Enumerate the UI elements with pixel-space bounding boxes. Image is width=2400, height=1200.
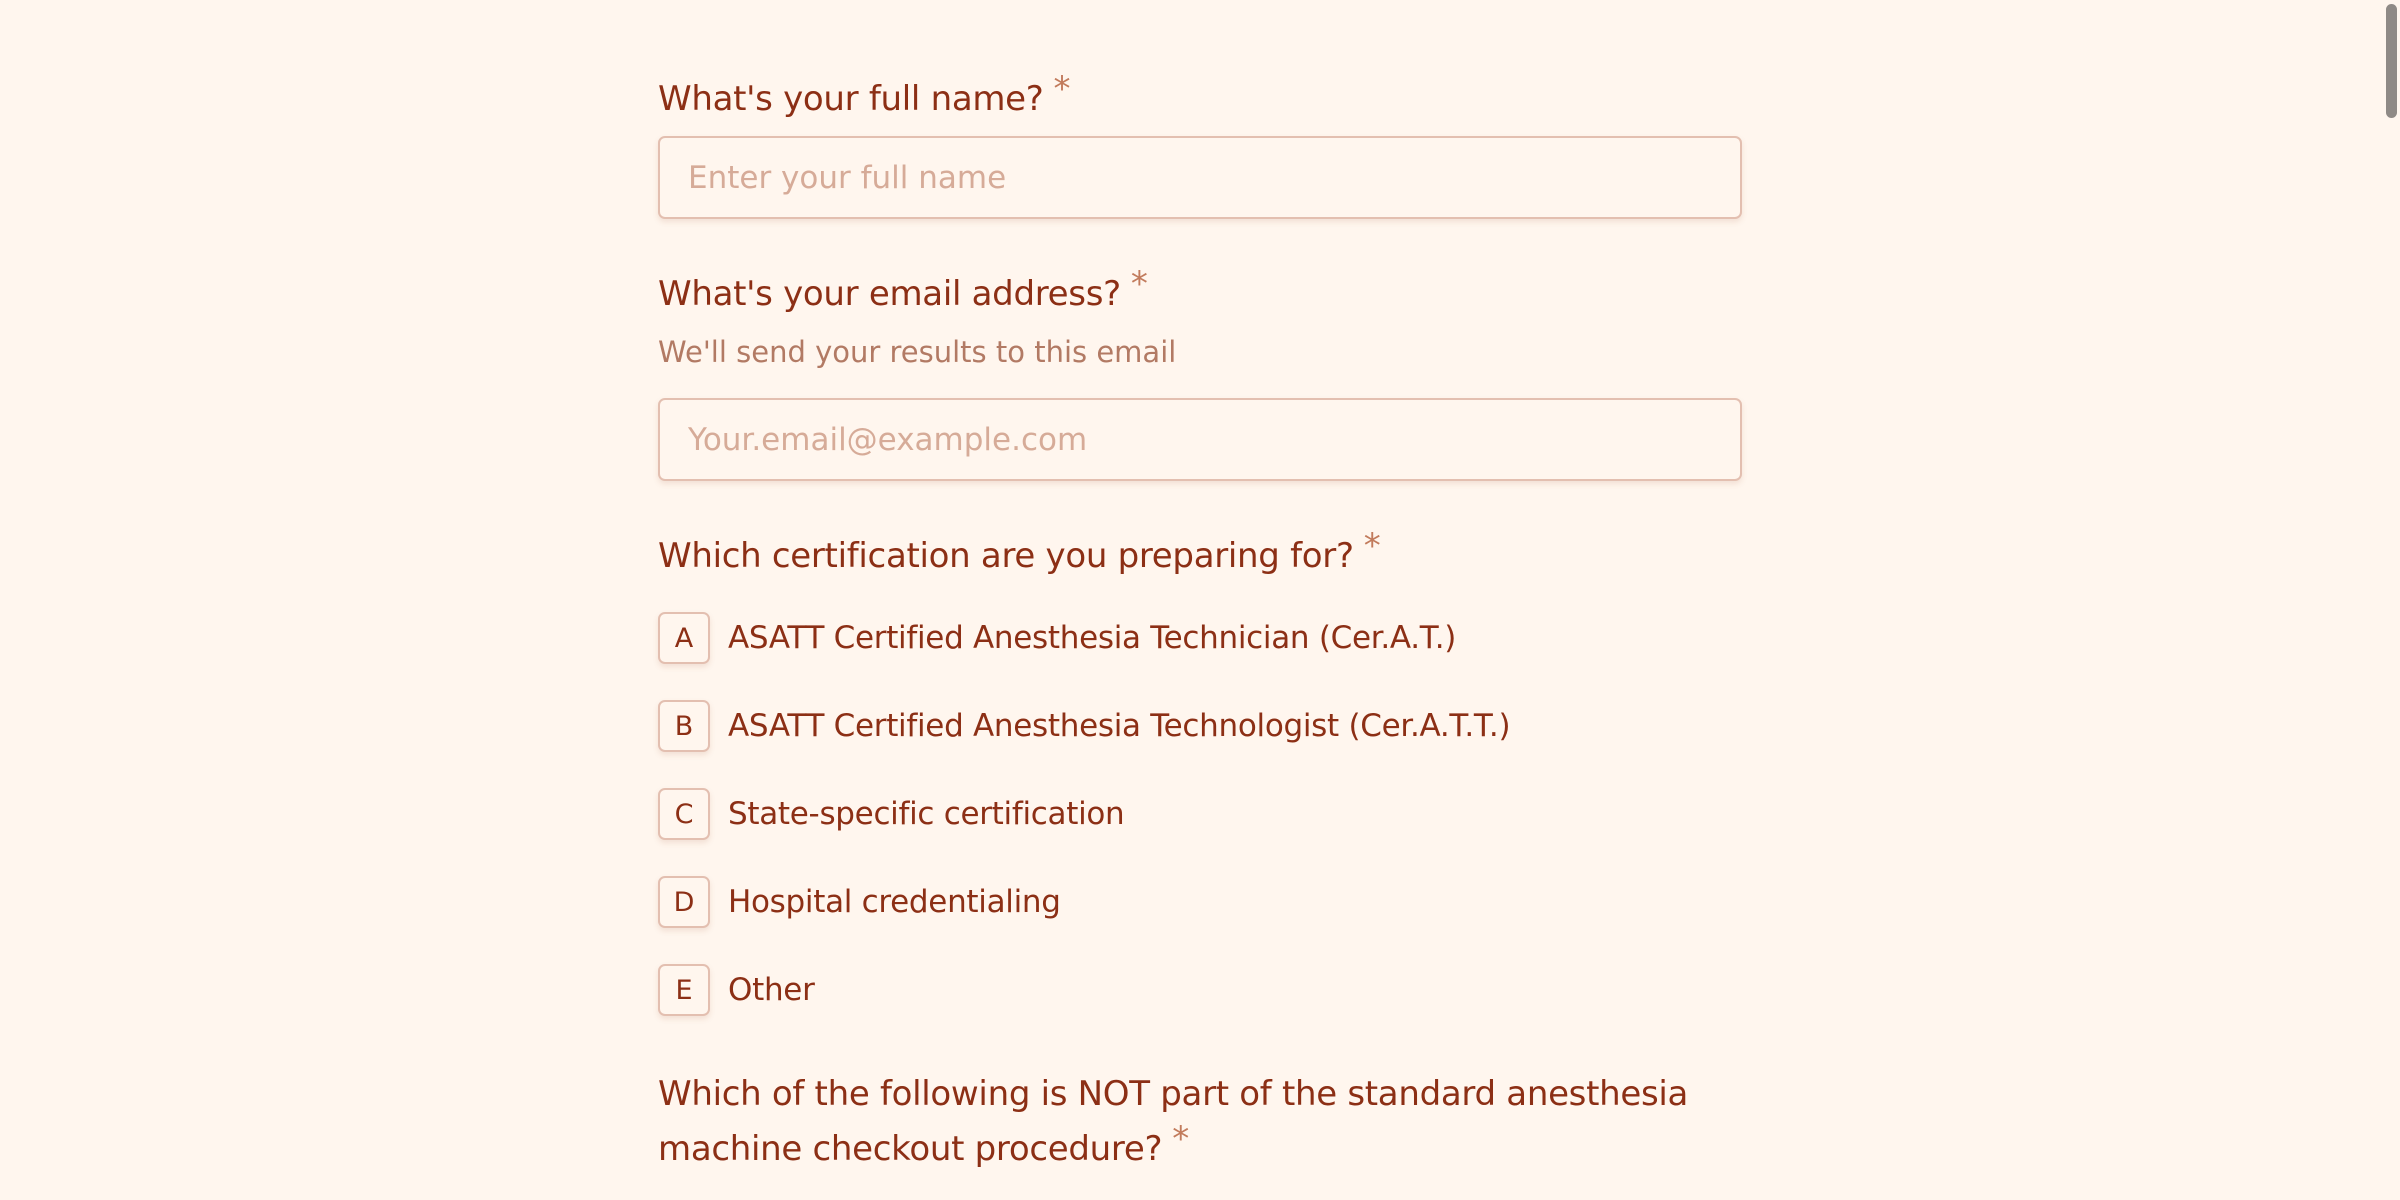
option-label: Other [728,972,815,1008]
question-label: machine checkout procedure? [658,1129,1163,1169]
question-label: Which certification are you preparing for? [658,536,1354,576]
email-helper-text: We'll send your results to this email [658,335,1177,369]
option-a[interactable] [658,610,1456,666]
option-label: ASATT Certified Anesthesia Technologist (Cer.A.T.T.) [728,708,1511,744]
option-label: Hospital credentialing [728,884,1061,920]
option-key: D [658,876,710,928]
checkout-question-line1: Which of the following is NOT part of the standard anesthesia [658,1074,1689,1114]
option-key: B [658,700,710,752]
scrollbar-thumb[interactable] [2386,4,2397,118]
checkout-question-line2 [658,1119,1189,1177]
required-mark: * [1130,264,1148,304]
name-question [658,69,1071,127]
option-key: C [658,788,710,840]
option-d[interactable] [658,874,1061,930]
required-mark: * [1172,1119,1189,1159]
option-key: A [658,612,710,664]
option-key: E [658,964,710,1016]
question-label: What's your email address? [658,274,1121,314]
option-b[interactable] [658,698,1510,754]
certification-question [658,526,1381,584]
email-input[interactable] [658,398,1742,481]
full-name-input[interactable] [658,136,1742,219]
option-c[interactable] [658,786,1124,842]
required-mark: * [1363,526,1381,566]
question-label: What's your full name? [658,79,1044,119]
option-label: ASATT Certified Anesthesia Technician (Cer.A.T.) [728,620,1457,656]
email-question [658,264,1148,322]
required-mark: * [1053,69,1071,109]
option-label: State-specific certification [728,796,1125,832]
option-e[interactable] [658,962,815,1018]
